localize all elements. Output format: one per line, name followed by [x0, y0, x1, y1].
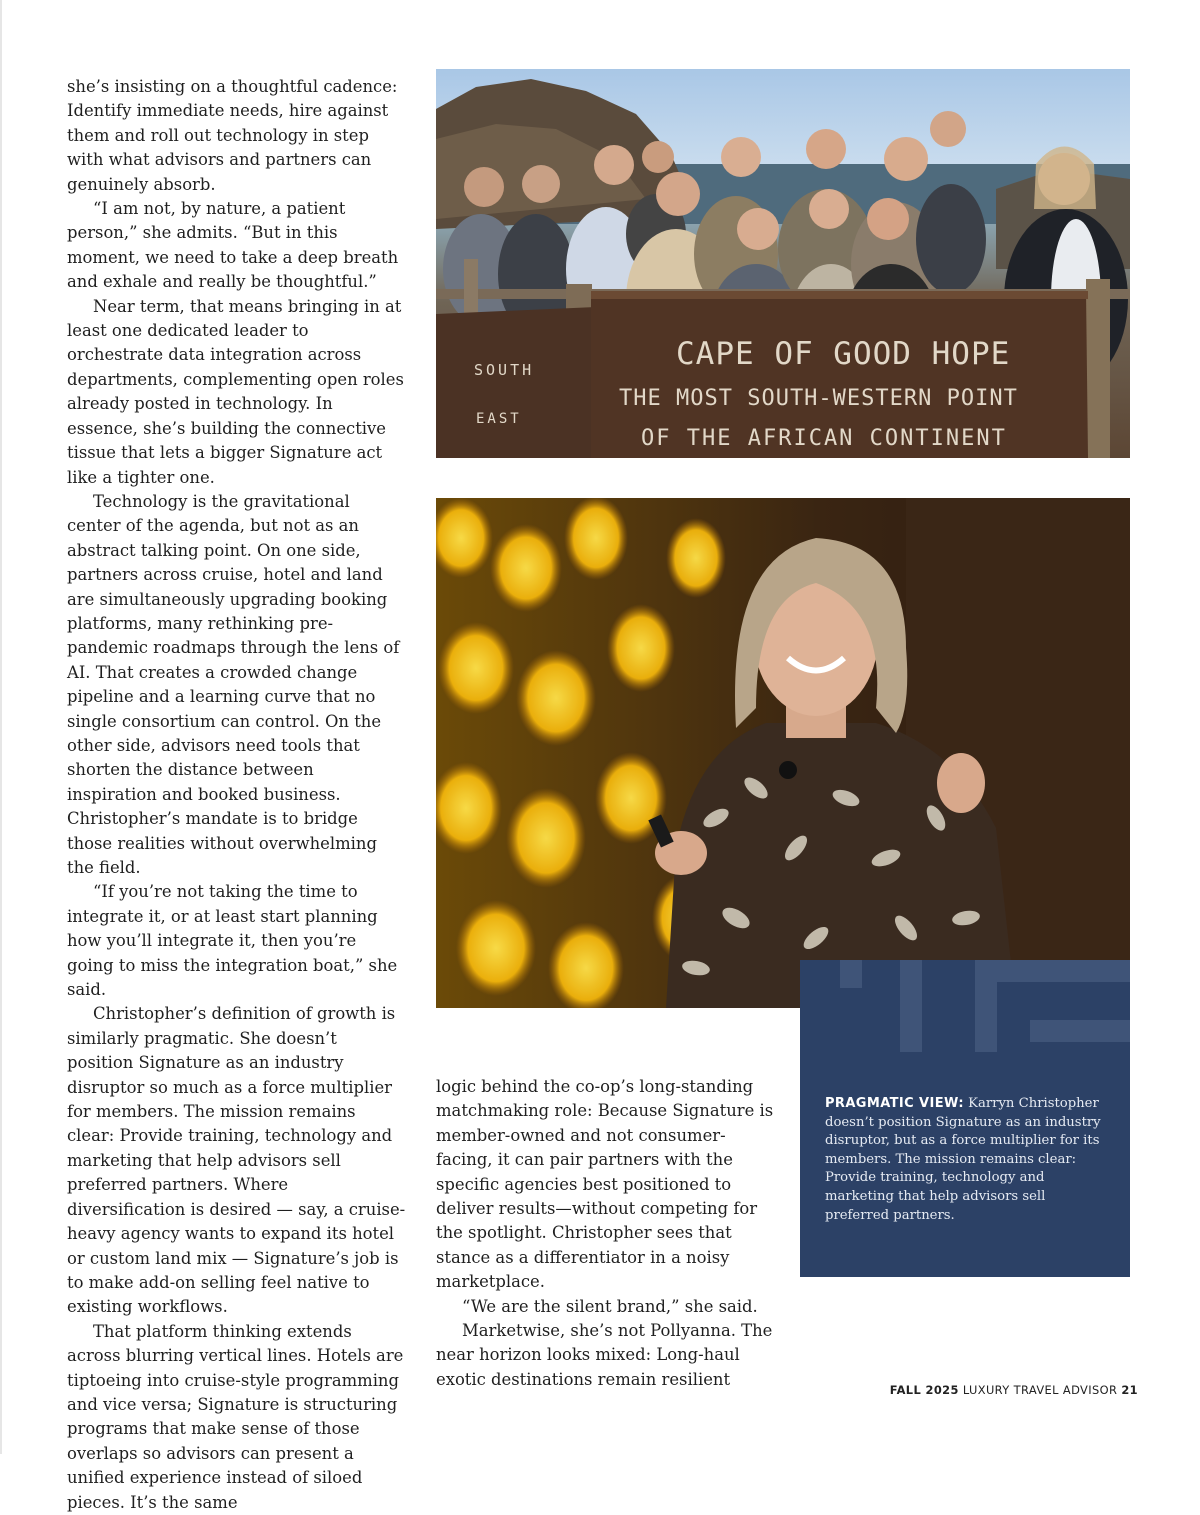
speaker-photo [436, 498, 1130, 1008]
group-photo-illustration [436, 69, 1130, 458]
caption-text [825, 1095, 1110, 1225]
article-column-left [67, 75, 407, 1515]
sign-line-2: THE MOST SOUTH-WESTERN POINT [619, 386, 1018, 411]
photo-caption-box [800, 960, 1130, 1277]
sign-line-3: OF THE AFRICAN CONTINENT [641, 426, 1007, 451]
footer-publication: LUXURY TRAVEL ADVISOR [962, 1383, 1118, 1397]
sign-side-south: SOUTH [474, 361, 535, 379]
page-edge [0, 0, 2, 1454]
page-number: 21 [1121, 1383, 1138, 1397]
paragraph: logic behind the co-op’s long-standing matchmaking role: Because Signature is member-owned and not consumer-facing, it can pair partners with the specific agencies best positioned to deliver results—without competing for the spotlight. Christopher sees that stance as a differentiator in a noisy marketplace. [436, 1077, 774, 1292]
paragraph: Marketwise, she’s not Pollyanna. The near horizon looks mixed: Long-haul exotic destinations remain resilient [436, 1321, 773, 1389]
sign-title: CAPE OF GOOD HOPE [676, 336, 1011, 372]
paragraph: she’s insisting on a thoughtful cadence: Identify immediate needs, hire against them and roll out technology in step with what advisors and partners can genuinely absorb. [67, 77, 398, 194]
sign-side-east: EAST [476, 411, 522, 427]
paragraph: Technology is the gravitational center of the agenda, but not as an abstract talking point. On one side, partners across cruise, hotel and land are simultaneously upgrading booking platforms, many rethinking pre-pandemic roadmaps through the lens of AI. That creates a crowded change pipeline and a learning curve that no single consortium can control. On the other side, advisors need tools that shorten the distance between inspiration and booked business. Christopher’s mandate is to bridge those realities without overwhelming the field. [67, 491, 400, 877]
page-footer [890, 1383, 1138, 1397]
paragraph: “If you’re not taking the time to integrate it, or at least start planning how you’ll integrate it, then you’re going to miss the integration boat,” she said. [67, 882, 398, 1000]
caption-label: PRAGMATIC VIEW: [825, 1096, 964, 1111]
article-column-middle [436, 1075, 776, 1392]
paragraph: “I am not, by nature, a patient person,” she admits. “But in this moment, we need to take a deep breath and exhale and really be thoughtful.” [67, 199, 399, 292]
footer-issue: FALL 2025 [889, 1383, 959, 1397]
paragraph: That platform thinking extends across blurring vertical lines. Hotels are tiptoeing into cruise-style programming and vice versa; Signature is structuring programs that make sense of those overlaps so advisors can present a unified experience instead of siloed pieces. It’s the same [67, 1321, 404, 1512]
paragraph: “We are the silent brand,” she said. [462, 1296, 758, 1316]
paragraph: Christopher’s definition of growth is similarly pragmatic. She doesn’t position Signature as an industry disruptor so much as a force multiplier for members. The mission remains clear: Provide training, technology and marketing that help advisors sell preferred partners. Where diversification is desired — say, a cruise-heavy agency wants to expand its hotel or custom land mix — Signature’s job is to make add-on selling feel native to existing workflows. [67, 1004, 406, 1317]
speaker-photo-illustration [436, 498, 1130, 1008]
paragraph: Near term, that means bringing in at least one dedicated leader to orchestrate data integration across departments, complementing open roles already posted in technology. In essence, she’s building the connective tissue that lets a bigger Signature act like a tighter one. [67, 296, 404, 487]
group-photo-cape-of-good-hope [436, 69, 1130, 458]
caption-body: Karryn Christopher doesn’t position Signature as an industry disruptor, but as a force multiplier for its members. The mission remains clear: Provide training, technology and marketing that help advisors sell preferred partners. [825, 1096, 1101, 1223]
